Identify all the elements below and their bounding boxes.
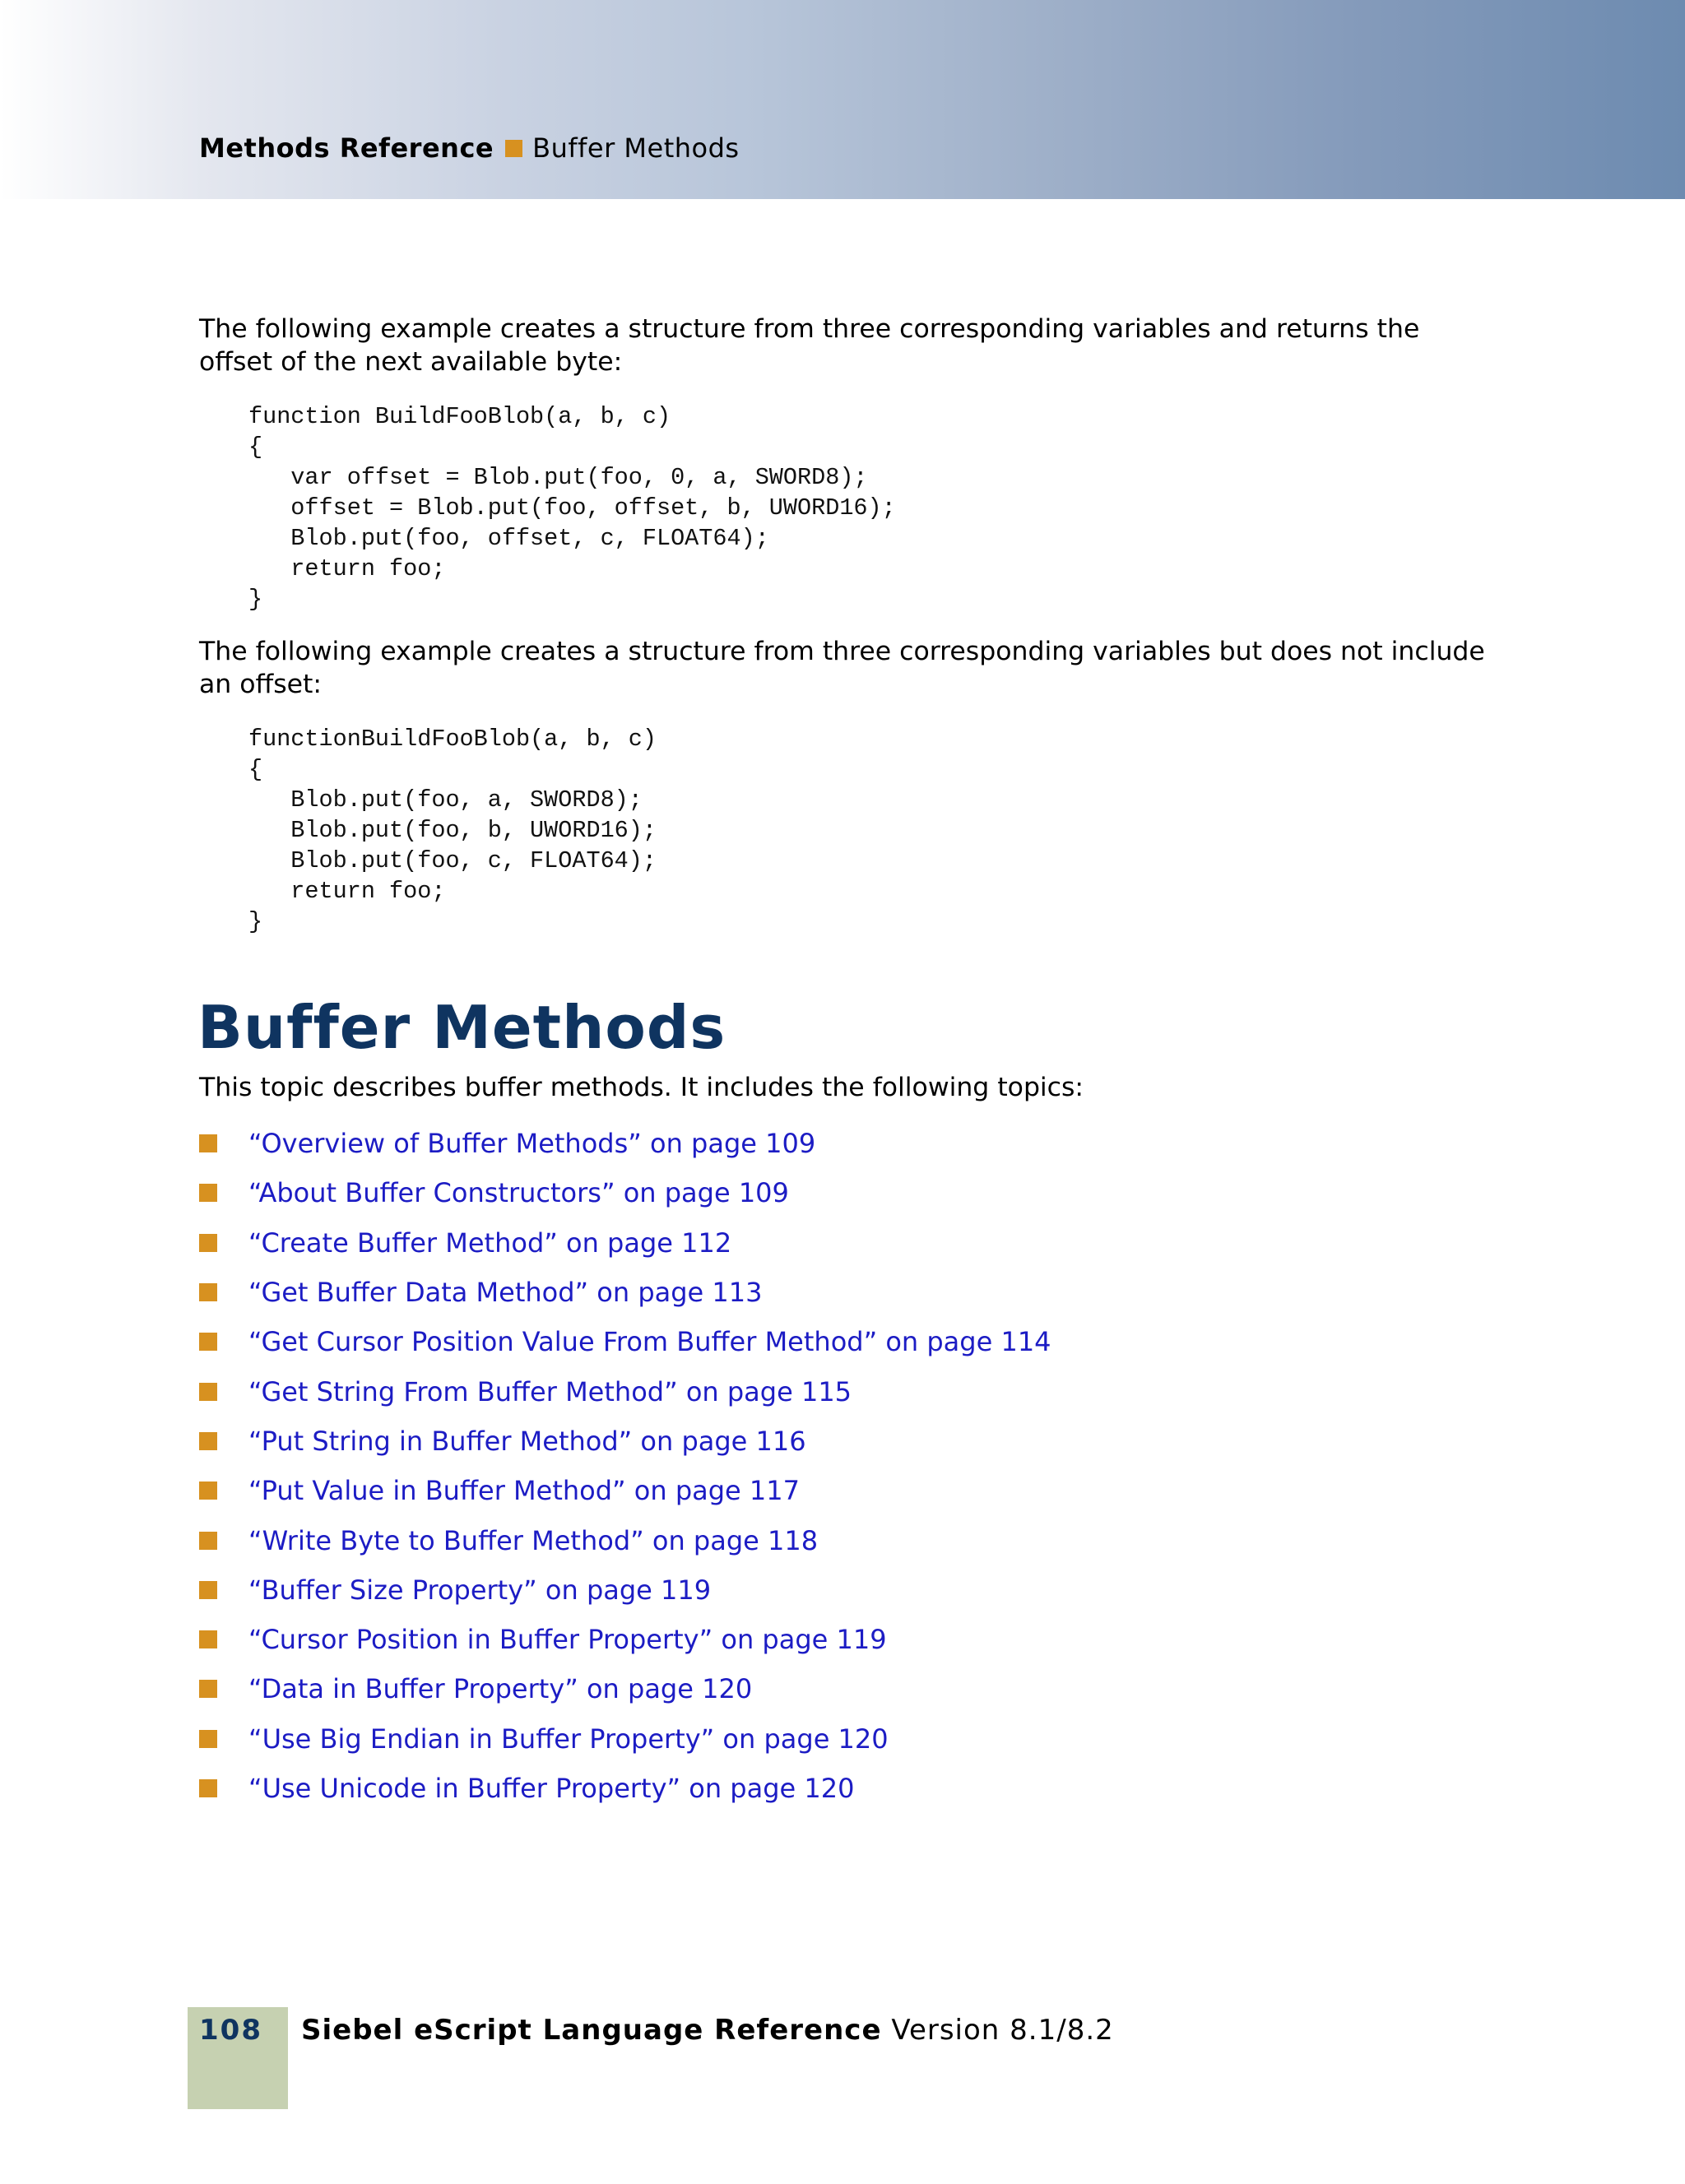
topic-list-item [199,1466,1051,1515]
topic-list-item [199,1515,1051,1565]
square-bullet-icon [199,1779,217,1797]
topic-link[interactable]: “Put Value in Buffer Method” on page 117 [248,1475,800,1507]
square-bullet-icon [199,1333,217,1351]
running-head-topic: Buffer Methods [532,132,740,164]
square-bullet-icon [199,1482,217,1500]
topic-list [199,1119,1051,1813]
intro-paragraph-1: The following example creates a structure from three corresponding variables and returns the offset of the next available byte: [199,314,1420,377]
square-bullet-icon [199,1581,217,1599]
section-description: This topic describes buffer methods. It includes the following topics: [199,1073,1084,1102]
topic-link[interactable]: “Write Byte to Buffer Method” on page 118 [248,1524,819,1556]
intro-paragraph-2: The following example creates a structure from three corresponding variables but does not include an offset: [199,637,1485,699]
square-bullet-icon [505,140,522,157]
topic-list-item [199,1168,1051,1217]
topic-list-item [199,1764,1051,1813]
running-head-section: Methods Reference [199,132,494,164]
section-heading: Buffer Methods [197,993,726,1062]
square-bullet-icon [199,1730,217,1748]
topic-list-item [199,1714,1051,1764]
book-version: Version 8.1/8.2 [891,2014,1114,2047]
topic-link[interactable]: “Get Buffer Data Method” on page 113 [248,1277,763,1309]
square-bullet-icon [199,1134,217,1152]
topic-list-item [199,1317,1051,1366]
footer-title [301,2014,1114,2047]
topic-link[interactable]: “Overview of Buffer Methods” on page 109 [248,1128,816,1160]
topic-link[interactable]: “Use Big Endian in Buffer Property” on page 120 [248,1723,889,1755]
square-bullet-icon [199,1184,217,1202]
square-bullet-icon [199,1532,217,1550]
topic-list-item [199,1664,1051,1713]
topic-list-item [199,1565,1051,1615]
topic-list-item [199,1218,1051,1268]
topic-list-item [199,1119,1051,1168]
square-bullet-icon [199,1234,217,1252]
topic-link[interactable]: “Get String From Buffer Method” on page 115 [248,1375,852,1407]
topic-list-item [199,1615,1051,1664]
topic-list-item [199,1417,1051,1466]
page-number: 108 [199,2014,262,2047]
topic-link[interactable]: “Create Buffer Method” on page 112 [248,1226,732,1259]
book-title: Siebel eScript Language Reference [301,2014,882,2047]
topic-list-item [199,1268,1051,1317]
topic-link[interactable]: “Cursor Position in Buffer Property” on page 119 [248,1624,887,1656]
square-bullet-icon [199,1630,217,1648]
topic-list-item [199,1366,1051,1416]
topic-link[interactable]: “Data in Buffer Property” on page 120 [248,1673,753,1705]
running-head [199,132,740,165]
topic-link[interactable]: “Get Cursor Position Value From Buffer Method” on page 114 [248,1326,1051,1358]
square-bullet-icon [199,1432,217,1450]
topic-link[interactable]: “Buffer Size Property” on page 119 [248,1574,712,1606]
square-bullet-icon [199,1383,217,1401]
topic-link[interactable]: “About Buffer Constructors” on page 109 [248,1177,789,1209]
square-bullet-icon [199,1680,217,1698]
code-block-2: functionBuildFooBlob(a, b, c) { Blob.put(foo, a, SWORD8); Blob.put(foo, b, UWORD16); Blob.put(foo, c, FLOAT64); return foo; } [248,726,657,935]
header-band [0,0,1685,199]
square-bullet-icon [199,1283,217,1301]
topic-link[interactable]: “Put String in Buffer Method” on page 116 [248,1425,806,1457]
topic-link[interactable]: “Use Unicode in Buffer Property” on page 120 [248,1773,855,1804]
code-block-1: function BuildFooBlob(a, b, c) { var offset = Blob.put(foo, 0, a, SWORD8); offset = Blob.put(foo, offset, b, UWORD16); Blob.put(foo, offset, c, FLOAT64); return foo; } [248,403,896,613]
